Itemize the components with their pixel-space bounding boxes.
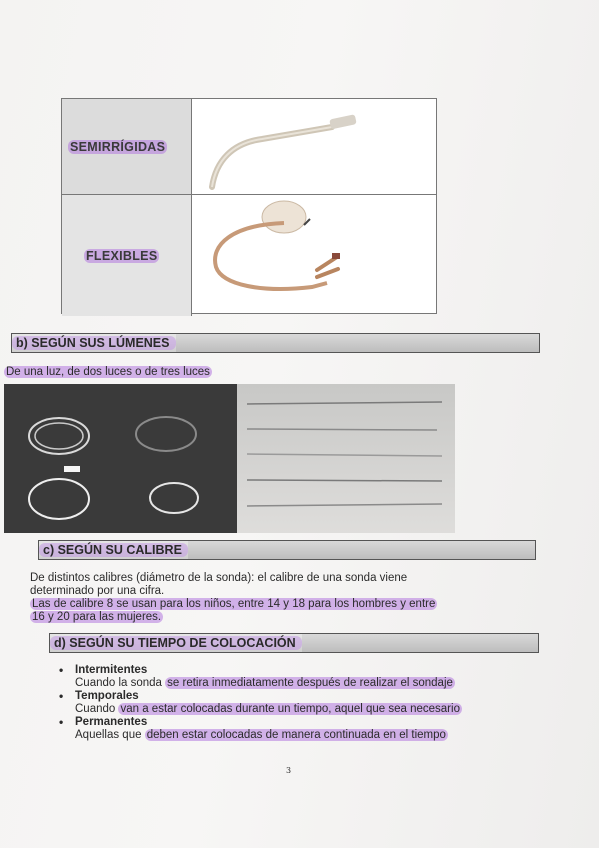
list-item [57, 716, 537, 742]
bullet-highlight: van a estar colocadas durante un tiempo, aquel que sea necesario [120, 703, 460, 715]
lumenes-text [4, 366, 212, 379]
semirrigidas-label: SEMIRRÍGIDAS [70, 139, 166, 154]
semirigid-catheter-illustration [192, 99, 435, 194]
bullet-heading: • Temporales [57, 690, 537, 702]
calibre-line-4 [30, 611, 163, 624]
coiled-tubes-illustration [4, 384, 237, 533]
bullet-heading: • Permanentes [57, 716, 537, 728]
flexible-catheter-image [192, 195, 436, 316]
catheter-lines-photo [237, 384, 455, 533]
catheter-type-table [61, 98, 437, 314]
bullet-description: Cuando van a estar colocadas durante un tiempo, aquel que sea necesario [75, 703, 460, 715]
bullet-highlight: se retira inmediatamente después de realizar el sondaje [167, 677, 453, 689]
page-number: 3 [286, 766, 292, 775]
bullet-heading: • Intermitentes [57, 664, 537, 676]
section-c-title: c) SEGÚN SU CALIBRE [39, 543, 188, 557]
bullet-description: Aquellas que deben estar colocadas de manera continuada en el tiempo [75, 729, 446, 741]
section-bar-fill [302, 634, 538, 652]
section-d-header [49, 633, 539, 653]
section-b-title: b) SEGÚN SUS LÚMENES [12, 336, 176, 350]
list-item [57, 690, 537, 716]
lumens-photo [4, 384, 455, 533]
list-item [57, 664, 537, 690]
section-c-header [38, 540, 536, 560]
foley-catheter-illustration [192, 195, 435, 311]
semirigid-catheter-image [192, 99, 436, 195]
bullet-description: Cuando la sonda se retira inmediatamente después de realizar el sondaje [75, 677, 453, 689]
coiled-tubes-photo [4, 384, 237, 533]
section-bar-fill [188, 541, 535, 559]
placement-time-list [57, 664, 537, 742]
catheter-lines-illustration [237, 384, 455, 533]
calibre-line-2: determinado por una cifra. [30, 585, 165, 597]
calibre-line-3 [30, 598, 437, 611]
calibre-highlight-3: Las de calibre 8 se usan para los niños, entre 14 y 18 para los hombres y entre [32, 598, 436, 610]
section-d-title: d) SEGÚN SU TIEMPO DE COLOCACIÓN [50, 636, 302, 650]
calibre-highlight-4: 16 y 20 para las mujeres. [32, 611, 162, 623]
section-bar-fill [176, 334, 540, 352]
calibre-line-1: De distintos calibres (diámetro de la sonda): el calibre de una sonda viene [30, 572, 408, 584]
table-cell-label [62, 99, 192, 195]
flexibles-label: FLEXIBLES [86, 248, 158, 263]
table-cell-label [62, 195, 192, 316]
section-b-header [11, 333, 540, 353]
bullet-highlight: deben estar colocadas de manera continuada en el tiempo [146, 729, 446, 741]
lumenes-highlight: De una luz, de dos luces o de tres luces [6, 366, 210, 378]
